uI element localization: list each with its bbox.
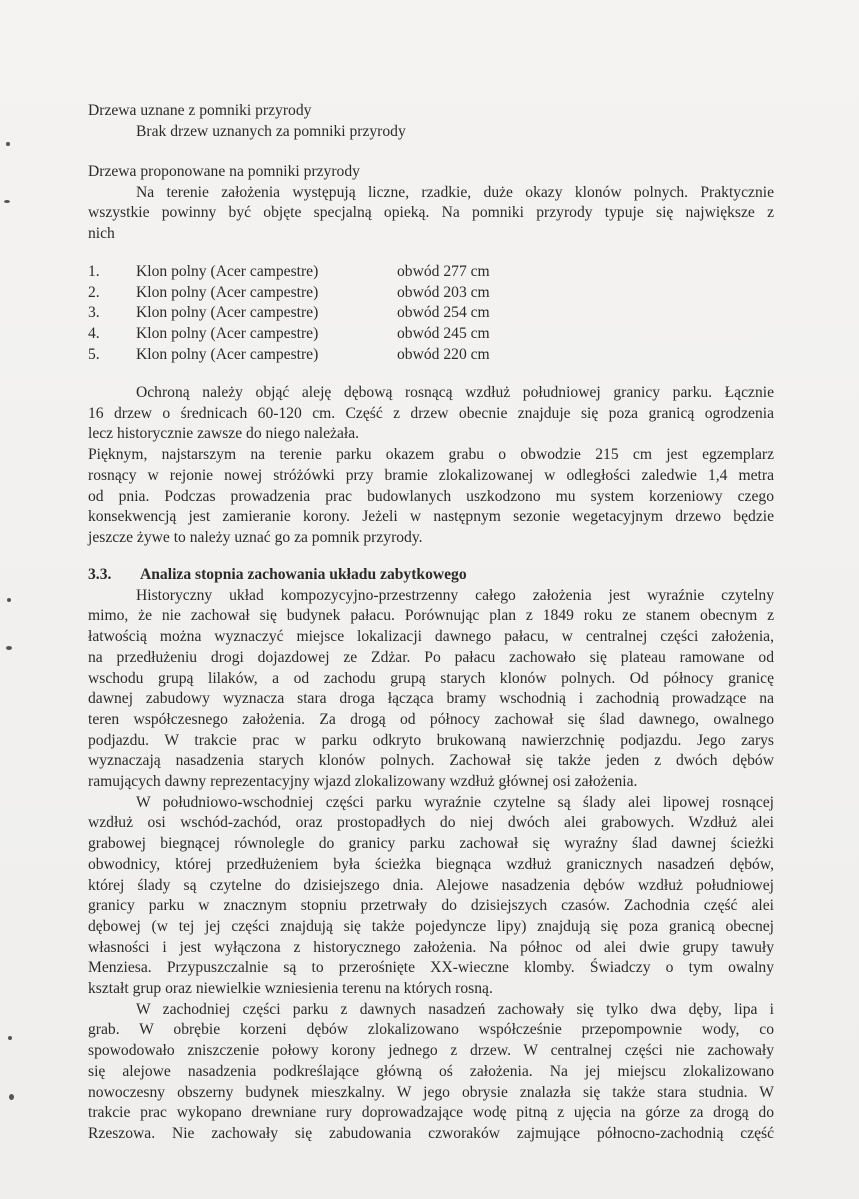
paragraph-line: granicy parku w znacznym stopniu przetrwały do dzisiejszych czasów. Zachodnia część alei bbox=[88, 897, 774, 915]
paragraph-line: trakcie prac wykopano drewniane rury doprowadzające wodę pitną z ujęcia na górze za drogą do bbox=[88, 1104, 774, 1122]
tree-number: 3. bbox=[88, 304, 100, 322]
tree-list bbox=[88, 262, 774, 365]
list-item bbox=[88, 324, 774, 345]
tree-number: 5. bbox=[88, 345, 100, 363]
paragraph-line: grab. W obrębie korzeni dębów zlokalizowano współcześnie przepompownie wody, co bbox=[88, 1021, 774, 1039]
paragraph-line: W południowo-wschodniej części parku wyraźnie czytelne są ślady alei lipowej rosnącej bbox=[136, 793, 774, 811]
tree-name: Klon polny (Acer campestre) bbox=[136, 304, 319, 322]
paragraph-line: której ślady są czytelne do dzisiejszego dnia. Alejowe nasadzenia dębów wzdłuż południowej bbox=[88, 876, 774, 894]
list-item bbox=[88, 345, 774, 366]
tree-number: 1. bbox=[88, 263, 100, 280]
scan-mark bbox=[8, 1036, 12, 1040]
paragraph-line: na przedłużeniu drogi dojazdowej ze Zdżar. Po pałacu zachowało się plateau ramowane od bbox=[88, 648, 774, 666]
paragraph-line: nowoczesny obszerny budynek mieszkalny. W jego obrysie znalazła się także stara studnia. W bbox=[88, 1083, 774, 1101]
tree-number: 2. bbox=[88, 283, 100, 301]
tree-name: Klon polny (Acer campestre) bbox=[136, 263, 319, 280]
paragraph-line: wyznaczają nasadzenia starych klonów polnych. Zachował się także jeden z dwóch dębów bbox=[88, 752, 774, 770]
paragraph-line: ramujących dawny reprezentacyjny wjazd zlokalizowany wzdłuż głównej osi założenia. bbox=[88, 773, 638, 791]
scan-mark bbox=[4, 200, 10, 203]
paragraph-line: obwodnicy, której przedłużeniem była ścieżka biegnąca wzdłuż granicznych nasadzeń dębów, bbox=[88, 855, 774, 873]
paragraph-line: rosnący w rejonie nowej stróżówki przy bramie zlokalizowanej w odległości zaledwie 1,4 metra bbox=[88, 466, 774, 484]
paragraph-line: Pięknym, najstarszym na terenie parku okazem grabu o obwodzie 215 cm jest egzemplarz bbox=[88, 446, 774, 464]
section-3-3 bbox=[88, 565, 774, 1145]
paragraph-line: konsekwencją jest zamieranie korony. Jeżeli w następnym sezonie wegetacyjnym drzewo będzie bbox=[88, 508, 774, 526]
scan-mark bbox=[6, 142, 10, 146]
paragraph-line: teren współczesnego założenia. Za drogą od północy zachował się ślad dawnego, owalnego bbox=[88, 710, 774, 728]
tree-number: 4. bbox=[88, 325, 100, 343]
proposed-intro-line: wszystkie powinny być objęte specjalną opieką. Na pomniki przyrody typuje się największe z bbox=[88, 204, 774, 222]
list-item bbox=[88, 283, 774, 304]
paragraph-line: się alejowe nasadzenia podkreślające główną oś założenia. Na jej miejscu zlokalizowano bbox=[88, 1062, 774, 1080]
paragraph-line: Menziesa. Przypuszczalnie są to przerośnięte XX-wieczne klomby. Świadczy o tym owalny bbox=[88, 959, 774, 977]
paragraph-line: mimo, że nie zachował się budynek pałacu. Porównując plan z 1849 roku ze stanem obecnym z bbox=[88, 607, 774, 625]
paragraph-line: grabowej biegnącej równolegle do granicy parku zachował się wyraźny ślad dawnej ścieżki bbox=[88, 835, 774, 853]
paragraph-line: dawnej zabudowy wyznacza stara droga łącząca bramy wschodnią i zachodnią prowadzące na bbox=[88, 690, 774, 708]
section-proposed bbox=[88, 162, 774, 245]
tree-circumference: obwód 245 cm bbox=[397, 325, 490, 343]
tree-name: Klon polny (Acer campestre) bbox=[136, 283, 319, 301]
tree-name: Klon polny (Acer campestre) bbox=[136, 325, 319, 343]
monuments-note: Brak drzew uznanych za pomniki przyrody bbox=[136, 122, 406, 140]
paragraph-line: wzdłuż osi wschód-zachód, oraz prostopadłych do niej dwóch alei grabowych. Wzdłuż alei bbox=[88, 814, 774, 832]
paragraph-line: spowodowało zniszczenie połowy korony jednego z drzew. W centralnej części nie zachowały bbox=[88, 1042, 774, 1060]
tree-circumference: obwód 277 cm bbox=[397, 263, 490, 280]
section-heading bbox=[88, 565, 774, 586]
paragraph-line: podjazdu. W trakcie prac w parku odkryto brukowaną nawierzchnię podjazdu. Jego zarys bbox=[88, 731, 774, 749]
paragraph-line: od pnia. Podczas prowadzenia prac budowlanych uszkodzono mu system korzeniowy czego bbox=[88, 487, 774, 505]
scan-mark bbox=[6, 646, 12, 650]
paragraph-line: łatwością można wyznaczyć miejsce lokalizacji dawnego pałacu, w centralnej części założenia, bbox=[88, 628, 774, 646]
paragraph-line: wschodu grupą lilaków, a od zachodu grupą starych klonów polnych. Od północy granicę bbox=[88, 669, 774, 687]
proposed-heading: Drzewa proponowane na pomniki przyrody bbox=[88, 163, 360, 180]
scan-mark bbox=[7, 598, 11, 602]
tree-name: Klon polny (Acer campestre) bbox=[136, 345, 319, 363]
section-title: Analiza stopnia zachowania układu zabytkowego bbox=[140, 566, 467, 583]
tree-circumference: obwód 220 cm bbox=[397, 345, 490, 363]
scan-mark bbox=[9, 1094, 14, 1100]
tree-circumference: obwód 254 cm bbox=[397, 304, 490, 322]
paragraph-line: dębowej (w tej jej części znajdują się także pojedyncze lipy) znajdują się poza granicą obecnej bbox=[88, 917, 774, 935]
section-monuments bbox=[88, 101, 774, 142]
paragraph-line: lecz historycznie zawsze do niego należała. bbox=[88, 425, 360, 443]
monuments-heading: Drzewa uznane z pomniki przyrody bbox=[88, 102, 312, 119]
protection-paragraph bbox=[88, 383, 774, 549]
proposed-intro-line: nich bbox=[88, 225, 115, 243]
tree-circumference: obwód 203 cm bbox=[397, 283, 490, 301]
proposed-intro-line: Na terenie założenia występują liczne, rzadkie, duże okazy klonów polnych. Praktycznie bbox=[136, 183, 774, 201]
paragraph-line: jeszcze żywe to należy uznać go za pomnik przyrody. bbox=[88, 528, 423, 546]
list-item bbox=[88, 262, 774, 283]
paragraph-line: Ochroną należy objąć aleję dębową rosnącą wzdłuż południowej granicy parku. Łącznie bbox=[136, 384, 774, 401]
list-item bbox=[88, 303, 774, 324]
paragraph-line: 16 drzew o średnicach 60-120 cm. Część z drzew obecnie znajduje się poza granicą ogrodzenia bbox=[88, 404, 774, 422]
paragraph-line: Historyczny układ kompozycyjno-przestrzenny całego założenia jest wyraźnie czytelny bbox=[136, 586, 774, 604]
section-number: 3.3. bbox=[88, 566, 112, 583]
paragraph-line: Rzeszowa. Nie zachowały się zabudowania czworaków zajmujące północno-zachodnią część bbox=[88, 1124, 774, 1142]
paragraph-line: kształt grup oraz niewielkie wzniesienia terenu na których rosną. bbox=[88, 980, 493, 998]
paragraph-line: własności i jest wyłączona z historycznego założenia. Na północ od alei dwie grupy tawuły bbox=[88, 938, 774, 956]
paragraph-line: W zachodniej części parku z dawnych nasadzeń zachowały się tylko dwa dęby, lipa i bbox=[136, 1000, 774, 1018]
